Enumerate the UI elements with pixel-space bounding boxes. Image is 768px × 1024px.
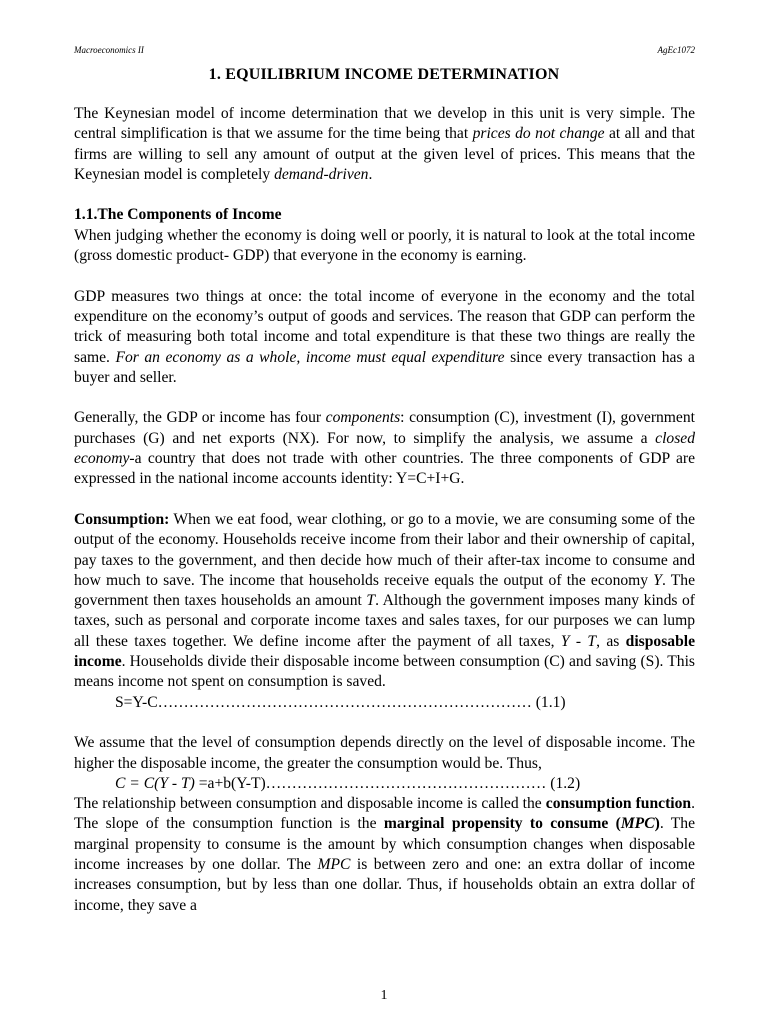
gdp-intro-paragraph: When judging whether the economy is doing well or poorly, it is natural to look at the total income (gross domestic product- GDP) that everyone in the economy is earning. [74, 226, 695, 265]
section-heading: 1.1.The Components of Income [74, 206, 282, 224]
header-course-code: AgEc1072 [657, 45, 695, 55]
header-course: Macroeconomics II [74, 45, 144, 55]
gdp-measures-paragraph: GDP measures two things at once: the total income of everyone in the economy and the total expenditure on the economy’s output of goods and services. The reason that GDP can perform the trick of measuring both total income and total expenditure is that these two things are really the same. For an economy as a whole, income must equal expenditure since every transaction has a buyer and seller. [74, 287, 695, 386]
page-number: 1 [380, 988, 388, 1003]
components-paragraph: Generally, the GDP or income has four components: consumption (C), investment (I), government purchases (G) and net exports (NX). For now, to simplify the analysis, we assume a closed economy-a country that does not trade with other countries. The three components of GDP are expressed in the national income accounts identity: Y=C+I+G. [74, 409, 695, 488]
equation-1-1: S=Y-C……………………………………………………………… (1.1) [115, 693, 566, 711]
equation-1-2: C = C(Y - T) =a+b(Y-T)……………………………………………… (1.2) [115, 774, 581, 792]
mpc-paragraph: The relationship between consumption and disposable income is called the consumption function. The slope of the consumption function is the marginal propensity to consume (MPC). The marginal propensity to consume is the amount by which consumption changes when disposable income increases by one dollar. The MPC is between zero and one: an extra dollar of income increases consumption, but by less than one dollar. Thus, if households obtain an extra dollar of income, they save a [74, 795, 696, 914]
document-body [74, 104, 695, 916]
chapter-title: 1. EQUILIBRIUM INCOME DETERMINATION [208, 66, 560, 83]
consumption-depends-paragraph: We assume that the level of consumption depends directly on the level of disposable income. The higher the disposable income, the greater the consumption would be. Thus, [74, 734, 695, 772]
consumption-paragraph: Consumption: When we eat food, wear clothing, or go to a movie, we are consuming some of the output of the economy. Households receive income from their labor and their ownership of capital, pay taxes to the government, and then decide how much of their after-tax income to consume and how much to save. The income that households receive equals the output of the economy Y. The government then taxes households an amount T. Although the government imposes many kinds of taxes, such as personal and corporate income taxes and sales taxes, for our purposes we can lump all these taxes together. We define income after the payment of all taxes, Y - T, as disposable income. Households divide their disposable income between consumption (C) and saving (S). This means income not spent on consumption is saved. [74, 510, 696, 691]
intro-paragraph: The Keynesian model of income determination that we develop in this unit is very simple. The central simplification is that we assume for the time being that prices do not change at all and that firms are willing to sell any amount of output at the given level of prices. This means that the Keynesian model is completely demand-driven. [74, 105, 695, 183]
